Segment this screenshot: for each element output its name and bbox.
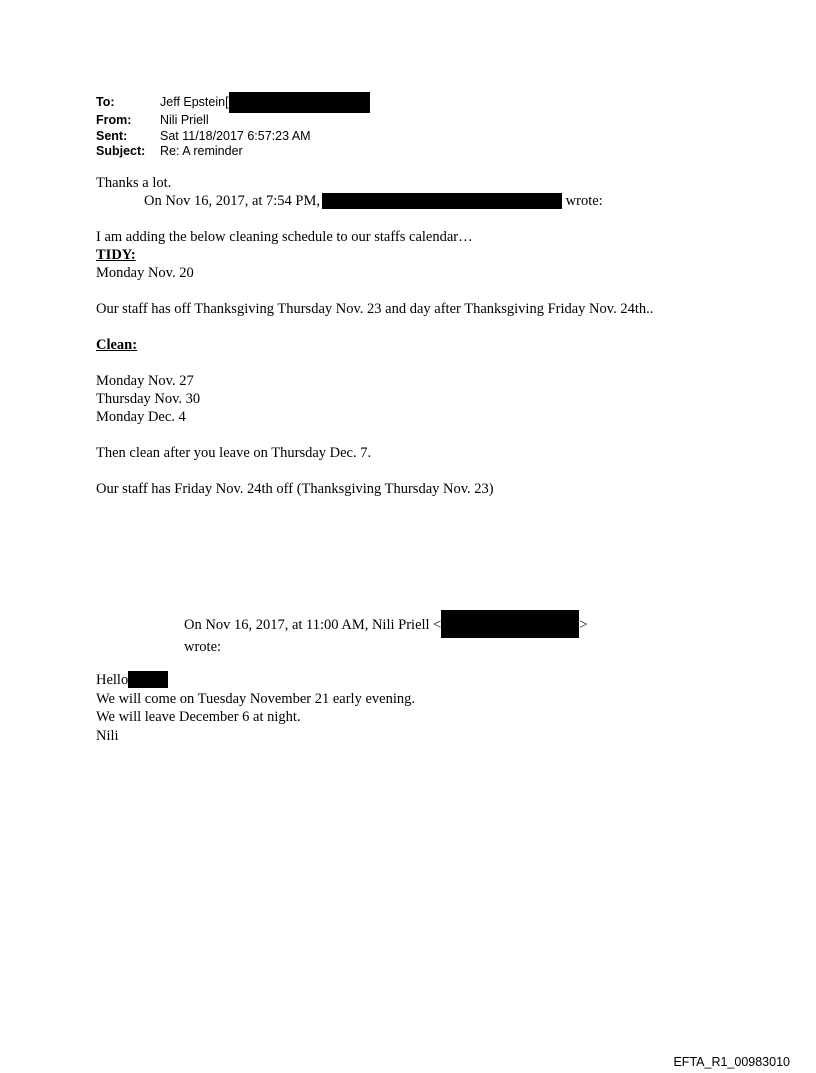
header-subject-row (96, 144, 370, 160)
off-note: Our staff has Friday Nov. 24th off (Thanksgiving Thursday Nov. 23) (96, 481, 494, 497)
quoted-header (184, 616, 588, 656)
quote-wrote: wrote: (565, 193, 603, 209)
quote-intro-line (96, 192, 696, 210)
sent-value: Sat 11/18/2017 6:57:23 AM (160, 128, 311, 143)
header-to-row (96, 95, 370, 113)
schedule-intro: I am adding the below cleaning schedule to our staffs calendar… (96, 229, 473, 245)
greeting-line (96, 671, 415, 690)
quoted-wrote: wrote: (184, 639, 222, 655)
signature: Nili (96, 727, 119, 744)
redaction-block (128, 671, 168, 688)
clean-date: Monday Dec. 4 (96, 409, 186, 425)
from-label: From: (96, 113, 132, 127)
clean-heading: Clean: (96, 337, 138, 353)
redaction-block (441, 610, 579, 638)
message-line: We will come on Tuesday November 21 early evening. (96, 690, 415, 707)
greeting: Hello (96, 672, 129, 688)
header-sent-row (96, 129, 370, 145)
quoted-intro: On Nov 16, 2017, at 11:00 AM, Nili Priell < (184, 617, 442, 633)
tidy-heading: TIDY: (96, 247, 136, 263)
tidy-date: Monday Nov. 20 (96, 265, 194, 281)
subject-value: Re: A reminder (160, 144, 243, 158)
message-line: We will leave December 6 at night. (96, 709, 301, 725)
holiday-note (96, 300, 676, 318)
quoted-close: > (579, 617, 588, 633)
header-from-row (96, 113, 370, 129)
email-header (96, 95, 370, 160)
quoted-intro-line (184, 616, 588, 638)
subject-label: Subject: (96, 144, 146, 158)
reply-text: Thanks a lot. (96, 175, 172, 191)
quote-intro: On Nov 16, 2017, at 7:54 PM, (144, 193, 321, 209)
clean-date: Monday Nov. 27 (96, 373, 194, 389)
from-value: Nili Priell (160, 113, 209, 127)
to-name: Jeff Epstein[ (160, 95, 229, 109)
email-body (96, 174, 696, 498)
to-value (160, 95, 370, 113)
document-id: EFTA_R1_00983010 (673, 1055, 790, 1069)
redaction-block (229, 92, 370, 113)
after-note: Then clean after you leave on Thursday Dec. 7. (96, 445, 372, 461)
original-message (96, 671, 415, 745)
holiday-note-text: Our staff has off Thanksgiving Thursday Nov. 23 and day after Thanksgiving Friday Nov. 24th.. (96, 301, 654, 317)
to-label: To: (96, 95, 115, 109)
clean-date: Thursday Nov. 30 (96, 391, 201, 407)
sent-label: Sent: (96, 128, 128, 143)
redaction-block (322, 193, 562, 209)
